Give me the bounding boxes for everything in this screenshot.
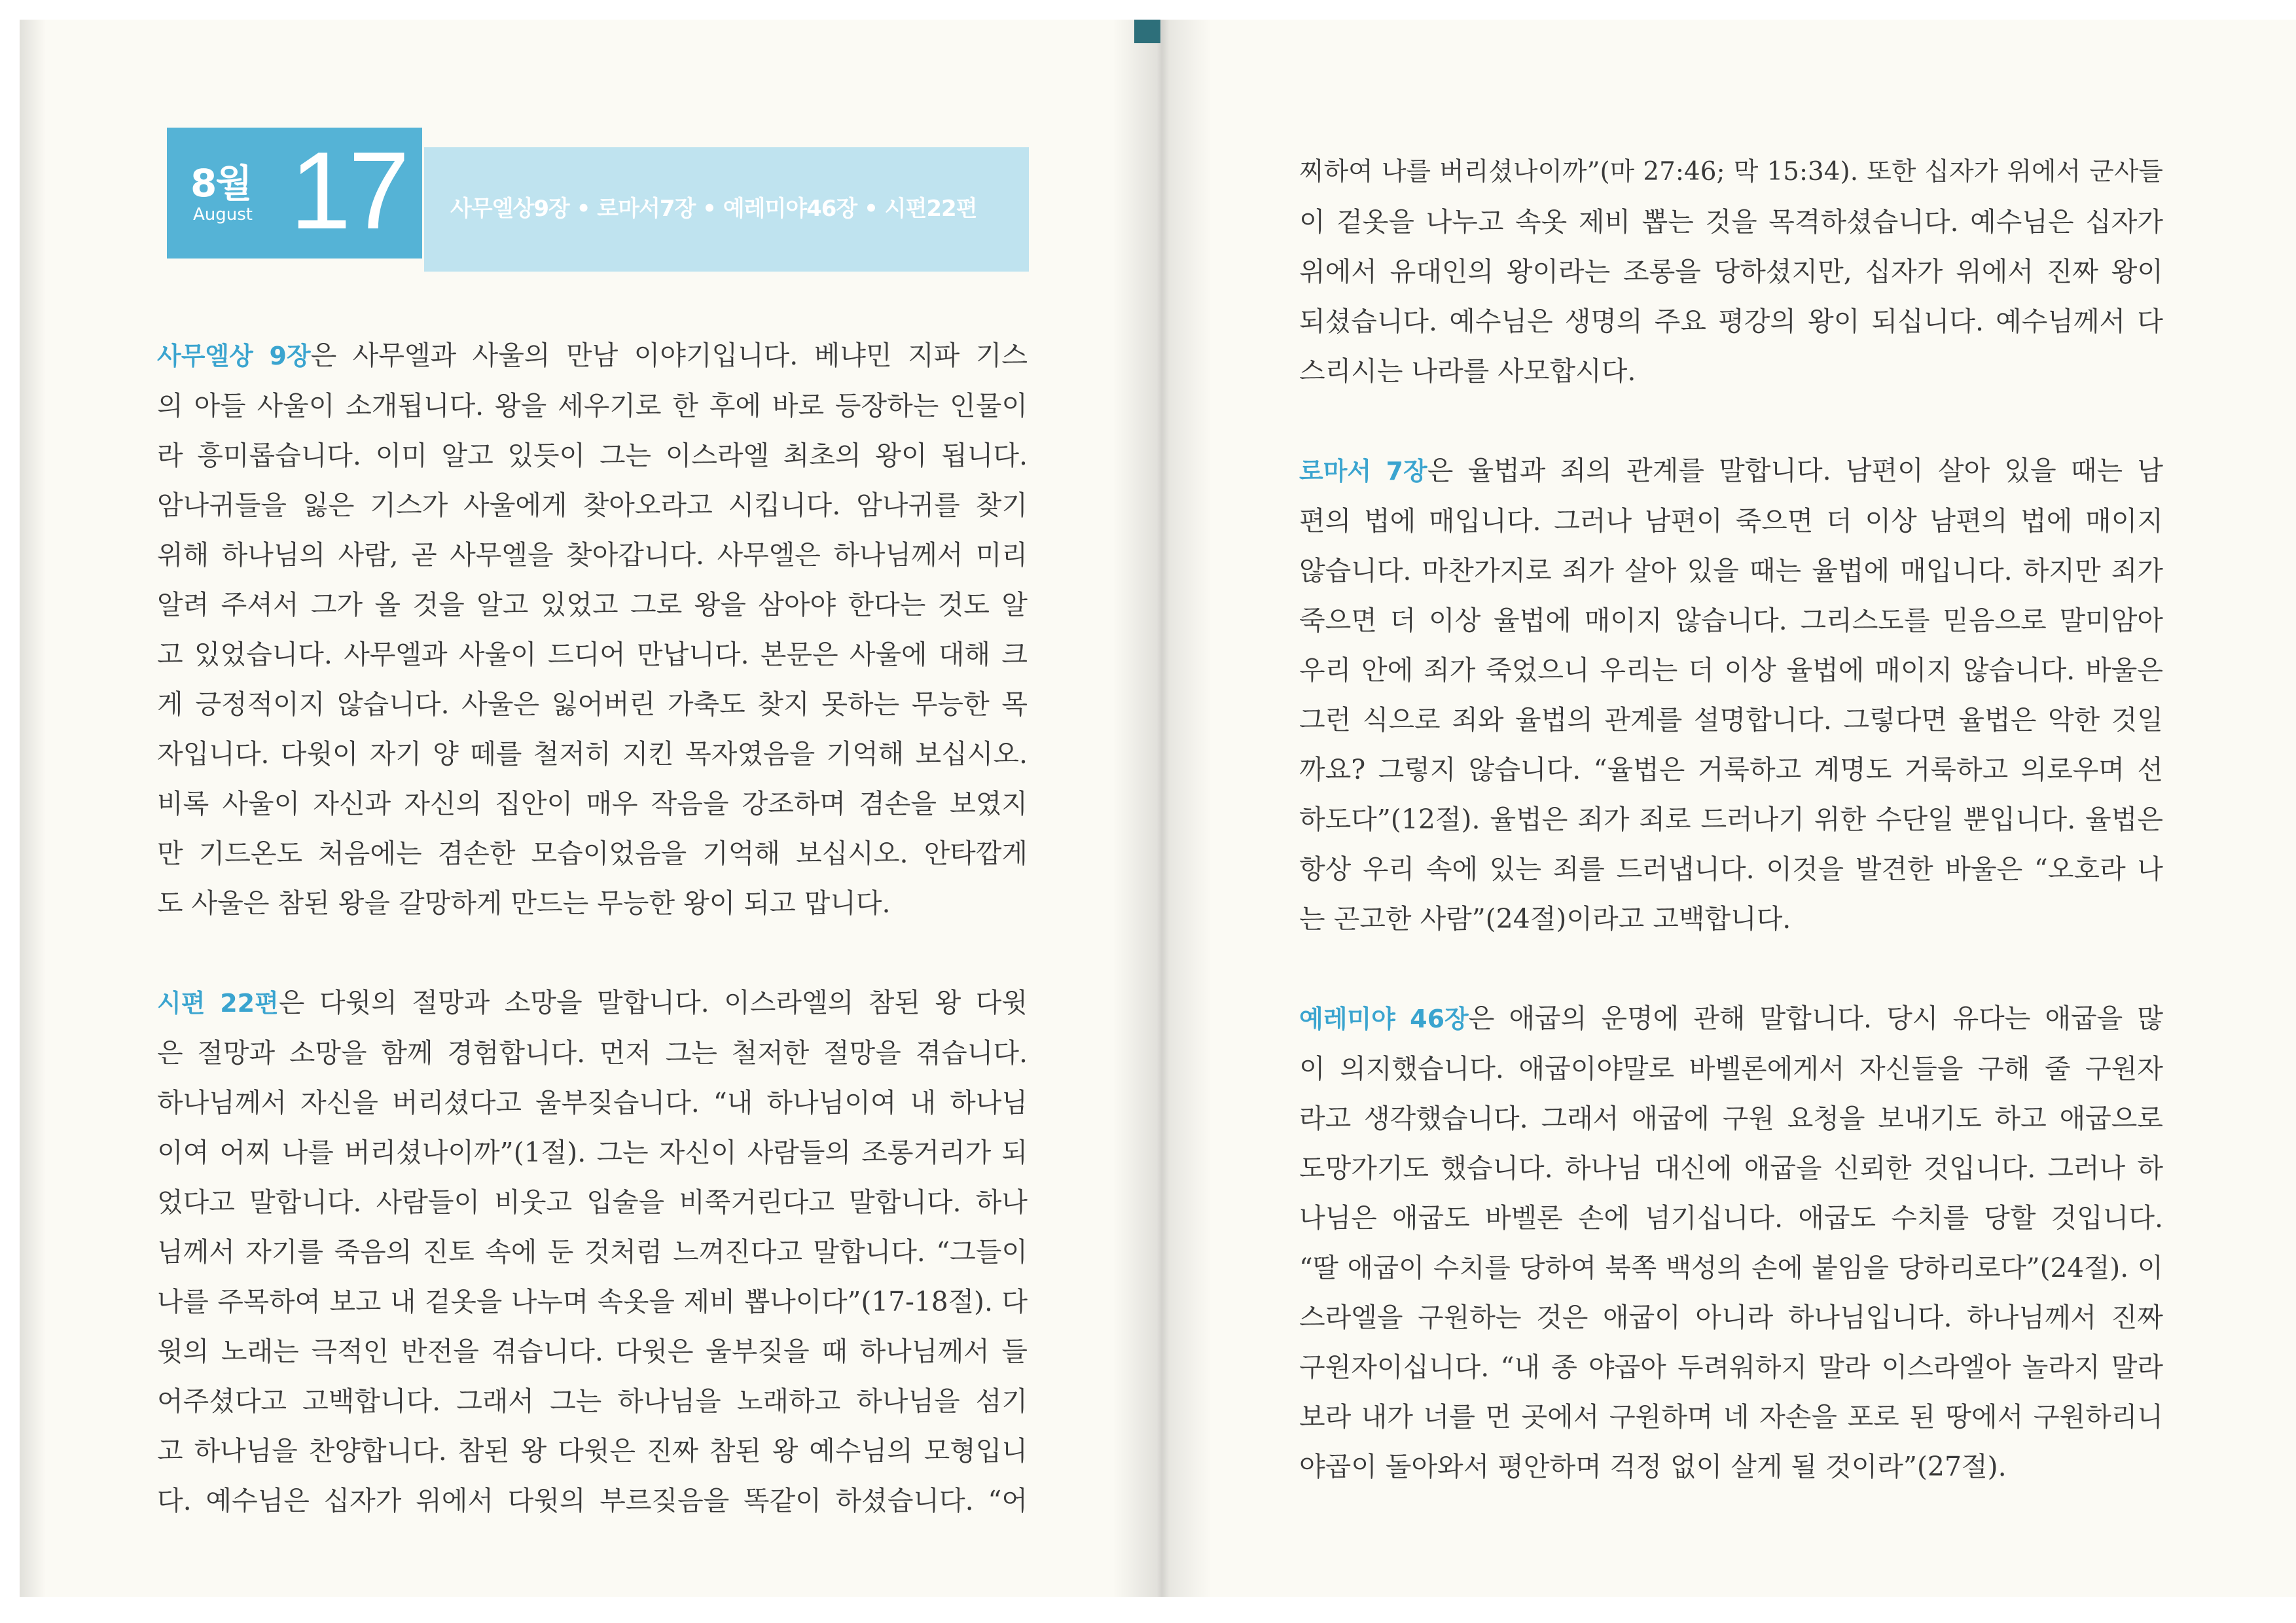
reading-plan-band [424,147,1029,272]
text-line-last: 도 사울은 참된 왕을 갈망하게 만드는 무능한 왕이 되고 맙니다. [157,887,891,919]
text-line-last: 스리시는 나라를 사모합시다. [1299,355,1636,387]
text-line: 이 겉옷을 나누고 속옷 제비 뽑는 것을 목격하셨습니다. 예수님은 십자가 [1299,206,2163,238]
left-text-column [157,330,1028,1525]
spine-strip [1134,20,1160,43]
text-line: 나님은 애굽도 바벨론 손에 넘기십니다. 애굽도 수치를 당할 것입니다. [1299,1202,2163,1234]
text-line: 라 흥미롭습니다. 이미 알고 있듯이 그는 이스라엘 최초의 왕이 됩니다. [157,440,1028,471]
text-line-last: 야곱이 돌아와서 평안하며 걱정 없이 살게 될 것이라”(27절). [1299,1451,2007,1482]
paragraph-heading: 예레미야 46장 [1299,1005,1469,1033]
text-line: 항상 우리 속에 있는 죄를 드러냅니다. 이것을 발견한 바울은 “오호라 나 [1299,853,2163,885]
text-line: 찌하여 나를 버리셨나이까”(마 27:46; 막 15:34). 또한 십자가 위에서 군사들 [1299,157,2163,187]
page-edge-shadow [20,20,46,1597]
right-text-column [1299,147,2163,1491]
text-line: 고 하나님을 찬양합니다. 참된 왕 다윗은 진짜 참된 왕 예수님의 모형입니 [157,1435,1028,1467]
text-line: 비록 사울이 자신과 자신의 집안이 매우 작음을 강조하며 겸손을 보였지 [157,788,1028,819]
reading-plan-text: 사무엘상9장 • 로마서7장 • 예레미야46장 • 시편22편 [450,196,977,222]
text-line: 은 절망과 소망을 함께 경험합니다. 먼저 그는 철저한 절망을 겪습니다. [157,1037,1028,1069]
text-line: 시편 22편은 다윗의 절망과 소망을 말합니다. 이스라엘의 참된 왕 다윗 [157,987,1028,1018]
text-line: 그런 식으로 죄와 율법의 관계를 설명합니다. 그렇다면 율법은 악한 것일 [1299,704,2163,736]
text-line: 이 의지했습니다. 애굽이야말로 바벨론에게서 자신들을 구해 줄 구원자 [1299,1053,2163,1084]
month-label: 8월 [190,161,251,205]
text-line: 의 아들 사울이 소개됩니다. 왕을 세우기로 한 후에 바로 등장하는 인물이 [157,390,1028,421]
text-line: 위에서 유대인의 왕이라는 조롱을 당하셨지만, 십자가 위에서 진짜 왕이 [1299,256,2163,287]
paragraph-romans [1299,446,2163,944]
paragraph-heading: 사무엘상 9장 [157,342,311,370]
text-line: 만 기드온도 처음에는 겸손한 모습이었음을 기억해 보십시오. 안타깝게 [157,838,1028,869]
text-line: 로마서 7장은 율법과 죄의 관계를 말합니다. 남편이 살아 있을 때는 남 [1299,455,2163,486]
text-line: 도망가기도 했습니다. 하나님 대신에 애굽을 신뢰한 것입니다. 그러나 하 [1299,1152,2163,1184]
text-line: 알려 주셔서 그가 올 것을 알고 있었고 그로 왕을 삼아야 한다는 것도 알 [157,589,1028,620]
month-english-label: August [193,205,253,224]
text-line: 어주셨다고 고백합니다. 그래서 그는 하나님을 노래하고 하나님을 섬기 [157,1385,1028,1417]
text-line: 다. 예수님은 십자가 위에서 다윗의 부르짖음을 똑같이 하셨습니다. “어 [157,1485,1028,1516]
text-line: 사무엘상 9장은 사무엘과 사울의 만남 이야기입니다. 베냐민 지파 기스 [157,340,1028,371]
text-line: 않습니다. 마찬가지로 죄가 살아 있을 때는 율법에 매입니다. 하지만 죄가 [1299,555,2163,586]
text-line: 우리 안에 죄가 죽었으니 우리는 더 이상 율법에 매이지 않습니다. 바울은 [1299,654,2163,686]
text-line: 라고 생각했습니다. 그래서 애굽에 구원 요청을 보내기도 하고 애굽으로 [1299,1103,2163,1134]
text-line: 이여 어찌 나를 버리셨나이까”(1절). 그는 자신이 사람들의 조롱거리가 되 [157,1137,1028,1168]
text-line: 자입니다. 다윗이 자기 양 떼를 철저히 지킨 목자였음을 기억해 보십시오. [157,738,1028,770]
text-line: 나를 주목하여 보고 내 겉옷을 나누며 속옷을 제비 뽑나이다”(17-18절). 다 [157,1286,1028,1317]
text-line: 예레미야 46장은 애굽의 운명에 관해 말합니다. 당시 유다는 애굽을 많 [1299,1003,2163,1034]
text-line: 위해 하나님의 사람, 곧 사무엘을 찾아갑니다. 사무엘은 하나님께서 미리 [157,539,1028,571]
paragraph-jeremiah [1299,993,2163,1491]
paragraph-heading: 로마서 7장 [1299,457,1427,486]
paragraph-heading: 시편 22편 [157,989,279,1018]
text-line: 암나귀들을 잃은 기스가 사울에게 찾아오라고 시킵니다. 암나귀를 찾기 [157,490,1028,521]
paragraph-psalms-continued [1299,147,2163,396]
text-line: 윗의 노래는 극적인 반전을 겪습니다. 다윗은 울부짖을 때 하나님께서 들 [157,1336,1028,1367]
text-line: 스라엘을 구원하는 것은 애굽이 아니라 하나님입니다. 하나님께서 진짜 [1299,1302,2163,1333]
day-number: 17 [290,129,407,252]
text-line: 죽으면 더 이상 율법에 매이지 않습니다. 그리스도를 믿음으로 말미암아 [1299,605,2163,636]
text-line: 하도다”(12절). 율법은 죄가 죄로 드러나기 위한 수단일 뿐입니다. 율법은 [1299,804,2163,835]
text-line: 까요? 그렇지 않습니다. “율법은 거룩하고 계명도 거룩하고 의로우며 선 [1299,754,2163,785]
date-block [167,128,422,259]
paragraph-samuel [157,330,1028,928]
text-line: 되셨습니다. 예수님은 생명의 주요 평강의 왕이 되십니다. 예수님께서 다 [1299,306,2163,337]
text-line: 하나님께서 자신을 버리셨다고 울부짖습니다. “내 하나님이여 내 하나님 [157,1087,1028,1118]
text-line: 었다고 말합니다. 사람들이 비웃고 입술을 비쭉거린다고 말합니다. 하나 [157,1186,1028,1218]
text-line: 게 긍정적이지 않습니다. 사울은 잃어버린 가축도 찾지 못하는 무능한 목 [157,688,1028,720]
text-line: 님께서 자기를 죽음의 진토 속에 둔 것처럼 느껴진다고 말합니다. “그들이 [157,1236,1028,1268]
paragraph-psalms [157,978,1028,1525]
text-line: 보라 내가 너를 먼 곳에서 구원하며 네 자손을 포로 된 땅에서 구원하리니 [1299,1401,2163,1433]
text-line: 구원자이십니다. “내 종 야곱아 두려워하지 말라 이스라엘아 놀라지 말라 [1299,1351,2163,1383]
text-line: 고 있었습니다. 사무엘과 사울이 드디어 만납니다. 본문은 사울에 대해 크 [157,639,1028,670]
text-line: “딸 애굽이 수치를 당하여 북쪽 백성의 손에 붙임을 당하리로다”(24절). 이 [1299,1252,2163,1283]
text-line: 편의 법에 매입니다. 그러나 남편이 죽으면 더 이상 남편의 법에 매이지 [1299,505,2163,537]
text-line-last: 는 곤고한 사람”(24절)이라고 고백합니다. [1299,903,1791,935]
